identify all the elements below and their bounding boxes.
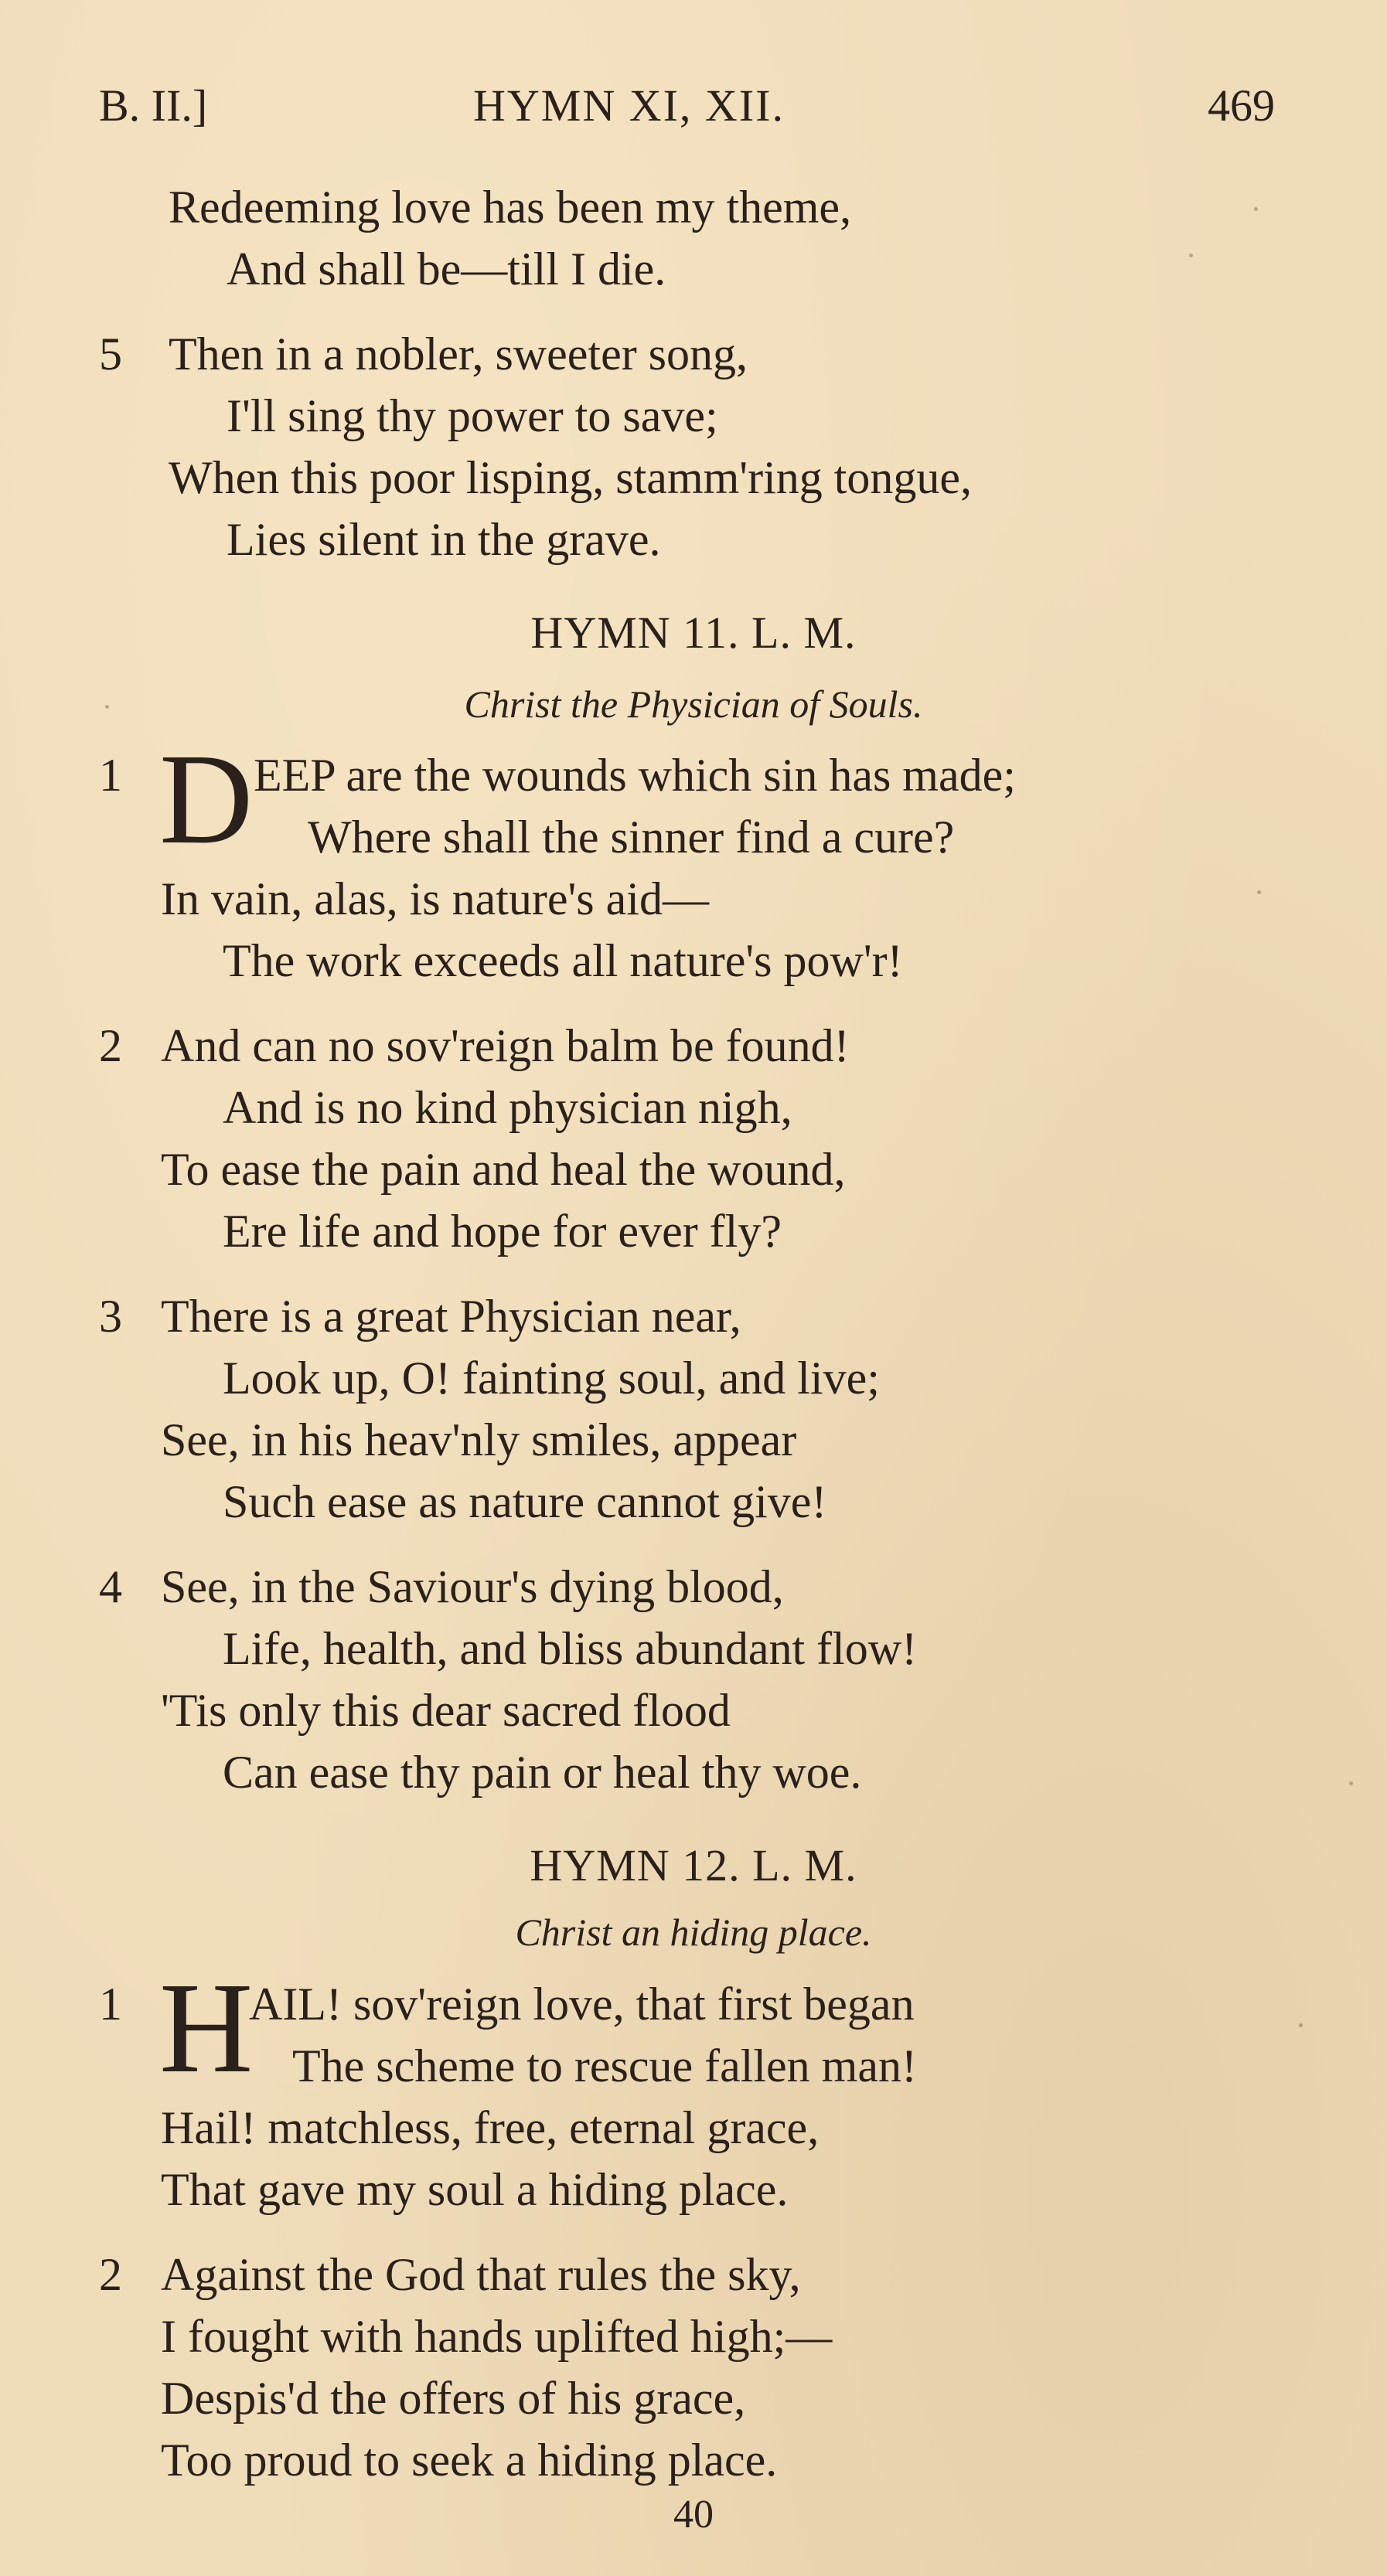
verse-line: And can no sov'reign balm be found!	[161, 1020, 850, 1071]
page-number: 469	[1208, 80, 1275, 131]
verse-line: I'll sing thy power to save;	[227, 390, 718, 441]
drop-cap: D	[159, 727, 254, 871]
verse-line: Hail! matchless, free, eternal grace,	[161, 2102, 820, 2153]
verse-line: AIL! sov'reign love, that first began	[249, 1979, 915, 2030]
stanza-number: 2	[99, 2249, 122, 2300]
verse-line: The work exceeds all nature's pow'r!	[223, 935, 903, 986]
hymn-11-subtitle: Christ the Physician of Souls.	[464, 682, 923, 726]
stanza-number: 2	[99, 1020, 122, 1071]
hymn-12-subtitle: Christ an hiding place.	[515, 1911, 872, 1954]
verse-line: Life, health, and bliss abundant flow!	[223, 1623, 918, 1674]
verse-line: 'Tis only this dear sacred flood	[161, 1685, 731, 1736]
verse-line: In vain, alas, is nature's aid—	[161, 873, 709, 924]
running-header-book: B. II.]	[99, 80, 208, 131]
verse-line: I fought with hands uplifted high;—	[161, 2311, 833, 2362]
paper-speck	[105, 705, 109, 709]
verse-line: The scheme to rescue fallen man!	[292, 2040, 917, 2091]
hymn-11-title: HYMN 11. L. M.	[530, 607, 857, 658]
running-header-title: HYMN XI, XII.	[473, 80, 785, 131]
printer-signature: 40	[673, 2493, 714, 2537]
verse-line: There is a great Physician near,	[161, 1291, 741, 1342]
stanza-number: 3	[99, 1291, 122, 1342]
stanza-number: 1	[99, 1979, 122, 2030]
verse-line: EEP are the wounds which sin has made;	[254, 750, 1016, 801]
verse-line: Such ease as nature cannot give!	[223, 1476, 827, 1527]
verse-line: Can ease thy pain or heal thy woe.	[223, 1747, 862, 1798]
hymn-12-title: HYMN 12. L. M.	[530, 1840, 857, 1890]
verse-line: Then in a nobler, sweeter song,	[169, 328, 748, 379]
stanza-number: 5	[99, 328, 122, 379]
verse-line: See, in his heav'nly smiles, appear	[161, 1414, 797, 1465]
verse-line: Where shall the sinner find a cure?	[308, 812, 955, 863]
verse-line: To ease the pain and heal the wound,	[161, 1144, 846, 1195]
stanza-number: 4	[99, 1561, 122, 1612]
verse-line: That gave my soul a hiding place.	[161, 2164, 789, 2215]
verse-line: Lies silent in the grave.	[227, 514, 661, 565]
paper-speck	[1254, 207, 1258, 211]
paper-speck	[1349, 1781, 1353, 1785]
verse-line: Ere life and hope for ever fly?	[223, 1206, 782, 1257]
verse-line: Against the God that rules the sky,	[161, 2249, 801, 2300]
verse-line: Despis'd the offers of his grace,	[161, 2373, 746, 2424]
stanza-number: 1	[99, 750, 122, 801]
paper-speck	[1257, 890, 1261, 894]
verse-line: See, in the Saviour's dying blood,	[161, 1561, 784, 1612]
drop-cap: H	[159, 1956, 254, 2100]
verse-line: Redeeming love has been my theme,	[169, 182, 852, 233]
verse-line: And shall be—till I die.	[227, 243, 666, 294]
paper-speck	[1189, 254, 1193, 257]
paper-speck	[1299, 2023, 1303, 2027]
verse-line: Too proud to seek a hiding place.	[161, 2435, 778, 2486]
verse-line: When this poor lisping, stamm'ring tongue,	[169, 452, 973, 503]
verse-line: And is no kind physician nigh,	[223, 1082, 792, 1133]
verse-line: Look up, O! fainting soul, and live;	[223, 1353, 880, 1404]
